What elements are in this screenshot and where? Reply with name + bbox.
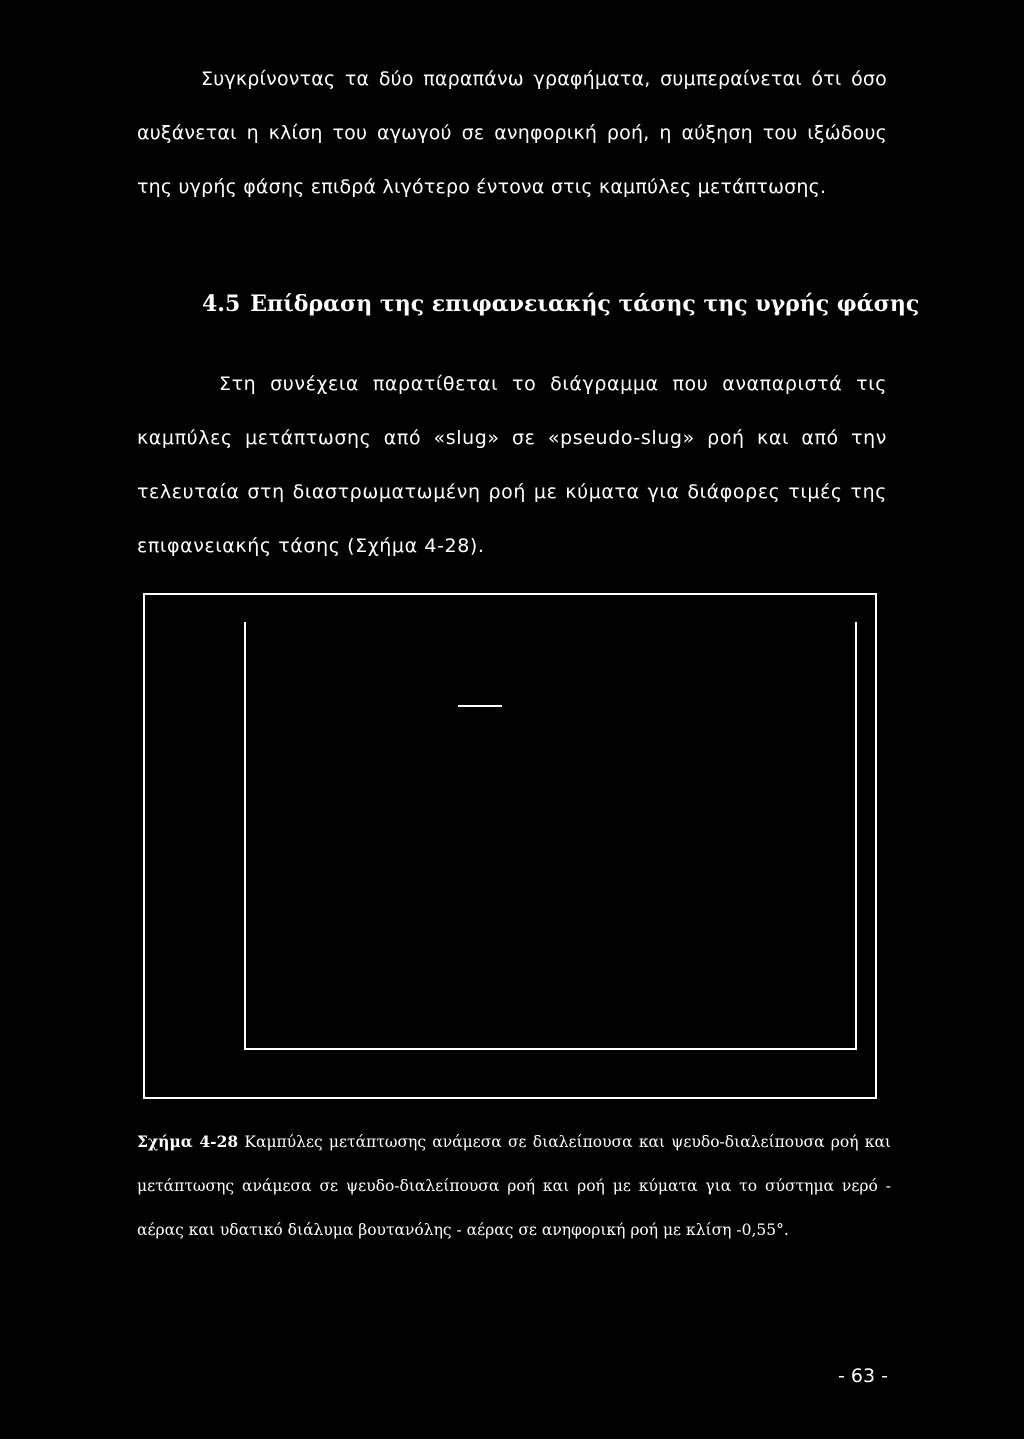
- section-heading: [202, 284, 919, 324]
- paragraph-intro: Στη συνέχεια παρατίθεται το διάγραμμα που αναπαριστά τις καμπύλες μετάπτωσης από «slug» σε «pseudo-slug» ροή και από την τελευταία στη διαστρωματωμένη ροή με κύματα για διάφορες τιμές της επιφανειακής τάσης (Σχήμα 4-28).: [137, 373, 887, 557]
- section-number: 4.5: [202, 291, 241, 317]
- caption-text: Καμπύλες μετάπτωσης ανάμεσα σε διαλείπουσα και ψευδο-διαλείπουσα ροή και μετάπτωσης ανάμεσα σε ψευδο-διαλείπουσα ροή και ροή με κύματα για το σύστημα νερό - αέρας και υδατικό διάλυμα βουτανόλης - αέρας σε ανηφορική ροή με κλίση -0,55°.: [137, 1133, 891, 1239]
- section-title: Επίδραση της επιφανειακής τάσης της υγρής φάσης: [250, 291, 920, 317]
- plot-area: [244, 622, 857, 1050]
- caption-label: Σχήμα 4-28: [137, 1132, 239, 1151]
- page-number: - 63 -: [838, 1365, 888, 1387]
- figure-caption: [137, 1120, 891, 1252]
- paragraph-conclusion: Συγκρίνοντας τα δύο παραπάνω γραφήματα, συμπεραίνεται ότι όσο αυξάνεται η κλίση του αγωγού σε ανηφορική ροή, η αύξηση του ιξώδους της υγρής φάσης επιδρά λιγότερο έντονα στις καμπύλες μετάπτωσης.: [137, 68, 887, 198]
- legend-line-mark: [458, 705, 502, 707]
